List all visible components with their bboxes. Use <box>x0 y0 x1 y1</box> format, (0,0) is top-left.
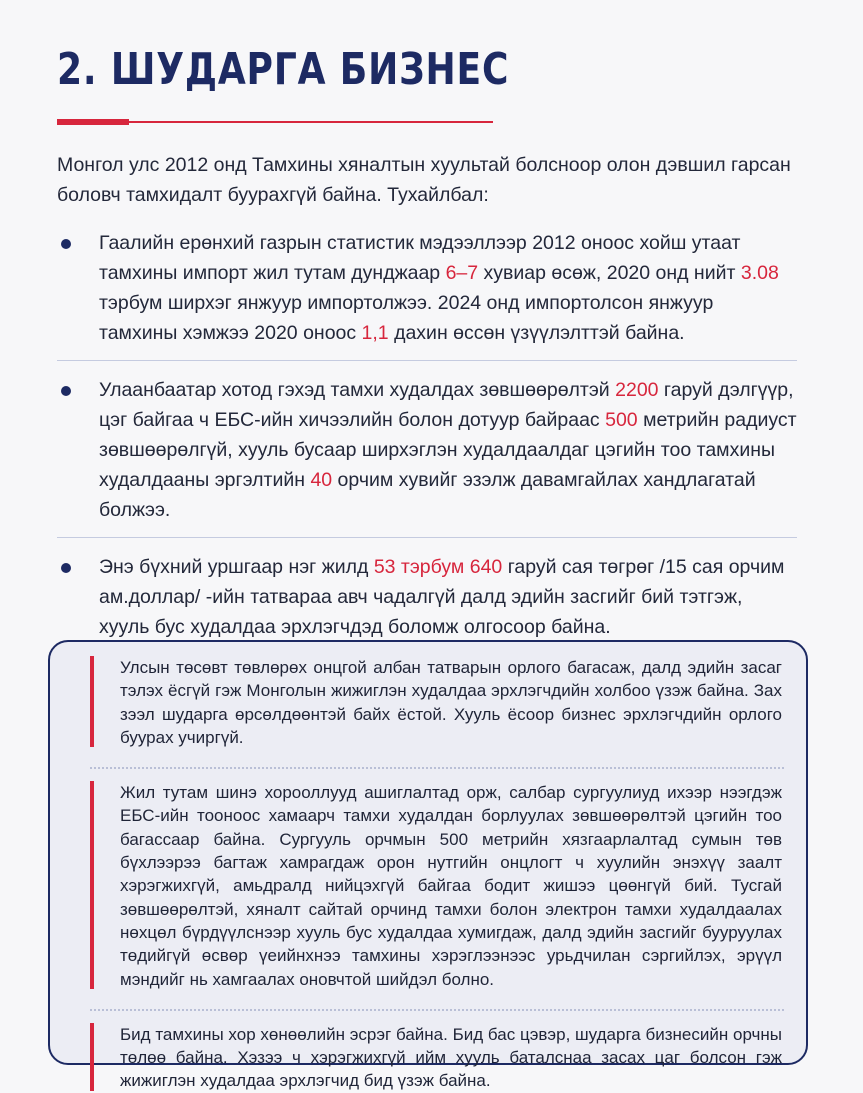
highlight-value: 53 тэрбум 640 <box>373 556 503 578</box>
bullet-text: тэрбум ширхэг янжуур импортолжээ. 2024 онд импортолсон янжуур тамхины хэмжээ 2020 оноос <box>99 292 714 344</box>
bullet-list <box>57 228 797 642</box>
divider <box>57 360 797 361</box>
quote-item <box>90 656 782 749</box>
highlight-value: 500 <box>605 409 638 431</box>
quote-text: Жил тутам шинэ хорооллууд ашиглалтад орж, салбар сургуулиуд ихээр нээгдэж ЕБС-ийн тооноос хамаарч тамхи худалдан борлуулах зөвшөөрөлтэй цэгийн тоо багассаар байна. Сургууль орчмын 500 метрийн хязгаарлалтад сумын төв бүхлээрээ багтаж хамрагдаж орон нутгийн онцлогт ч хуулийн энэхүү заалт хэрэгжихгүй, амьдралд нийцэхгүй байгаа бодит жишээ цөөнгүй бий. Тусгай зөвшөөрөлтэй, хяналт сайтай орчинд тамхи болон электрон тамхи худалдаалах нөхцөл бүрдүүлснээр хууль бус худалдаа хумигдаж, далд эдийн засгийг бууруулах төдийгүй өсвөр үеийнхнээ тамхины хэрэглээнээс урьдчилан сэргийлэх, эрүүл мэндийг нь хамгаалах оновчтой шийдэл болно. <box>120 783 782 989</box>
bullet-item-ulaanbaatar <box>57 375 797 525</box>
bullet-dot-icon <box>61 563 71 573</box>
quote-text: Бид тамхины хор хөнөөлийн эсрэг байна. Бид бас цэвэр, шударга бизнесийн орчны төлөө байна. Хэзээ ч хэрэгжихгүй ийм хууль баталснаа засах цаг болсон гэж жижиглэн худалдаа эрхлэгчид бид үзэж байна. <box>120 1024 782 1091</box>
bullet-dot-icon <box>61 386 71 396</box>
title-underline-accent <box>57 119 129 125</box>
bullet-text: дахин өссөн үзүүлэлттэй байна. <box>388 322 685 344</box>
title-underline <box>57 121 493 123</box>
quote-bar <box>90 656 94 747</box>
quote-item <box>90 1023 782 1093</box>
bullet-text: гаруй дэлгүүр, цэг байгаа ч ЕБС-ийн хичээлийн болон дотуур байраас <box>99 379 794 431</box>
highlight-value: 3.08 <box>740 262 779 284</box>
bullet-text: Улаанбаатар хотод гэхэд тамхи худалдах зөвшөөрөлтэй <box>99 379 616 401</box>
quote-item <box>90 781 782 991</box>
bullet-item-tax-loss <box>57 552 797 642</box>
bullet-text: орчим хувийг эзэлж давамгайлах хандлагатай болжээ. <box>99 469 756 521</box>
bullet-text: гаруй сая төгрөг /15 сая орчим ам.доллар/ -ийн татвараа авч чадалгүй далд эдийн засгийг бий тэтгэж, хууль бус худалдаа эрхлэгчдэд боломж олгосоор байна. <box>99 556 785 638</box>
bullet-text: Гаалийн ерөнхий газрын статистик мэдээллээр 2012 оноос хойш утаат тамхины импорт жил тутам дунджаар <box>99 232 741 284</box>
quote-text: Улсын төсөвт төвлөрөх онцгой албан татварын орлого багасаж, далд эдийн засаг тэлэх ёсгүй гэж Монголын жижиглэн худалдаа эрхлэгчдийн холбоо үзэж байна. Зах зээл шударга өрсөлдөөнтэй байх ёстой. Хууль ёсоор бизнес эрхлэгчдийн орлого буурах учиргүй. <box>120 658 782 747</box>
quote-bar <box>90 1023 94 1091</box>
highlight-value: 1,1 <box>361 322 389 344</box>
bullet-text: метрийн радиуст зөвшөөрөлгүй, хууль бусаар ширхэглэн худалдаалдаг цэгийн тоо тамхины худалдааны эргэлтийн <box>99 409 797 491</box>
intro-paragraph: Монгол улс 2012 онд Тамхины хяналтын хуультай болсноор олон дэвшил гарсан боловч тамхидалт буурахгүй байна. Тухайлбал: <box>57 154 791 206</box>
bullet-text: Энэ бүхний уршгаар нэг жилд <box>99 556 374 578</box>
bullet-dot-icon <box>61 239 71 249</box>
bullet-item-import <box>57 228 797 348</box>
divider <box>57 537 797 538</box>
highlight-value: 40 <box>310 469 333 491</box>
highlight-value: 6–7 <box>445 262 479 284</box>
page-title: 2. ШУДАРГА БИЗНЕС <box>57 44 510 95</box>
quote-divider <box>90 767 784 769</box>
quote-divider <box>90 1009 784 1011</box>
quote-bar <box>90 781 94 989</box>
bullet-text: хувиар өсөж, 2020 онд нийт <box>478 262 741 284</box>
highlight-value: 2200 <box>615 379 659 401</box>
quote-box <box>48 640 808 1091</box>
